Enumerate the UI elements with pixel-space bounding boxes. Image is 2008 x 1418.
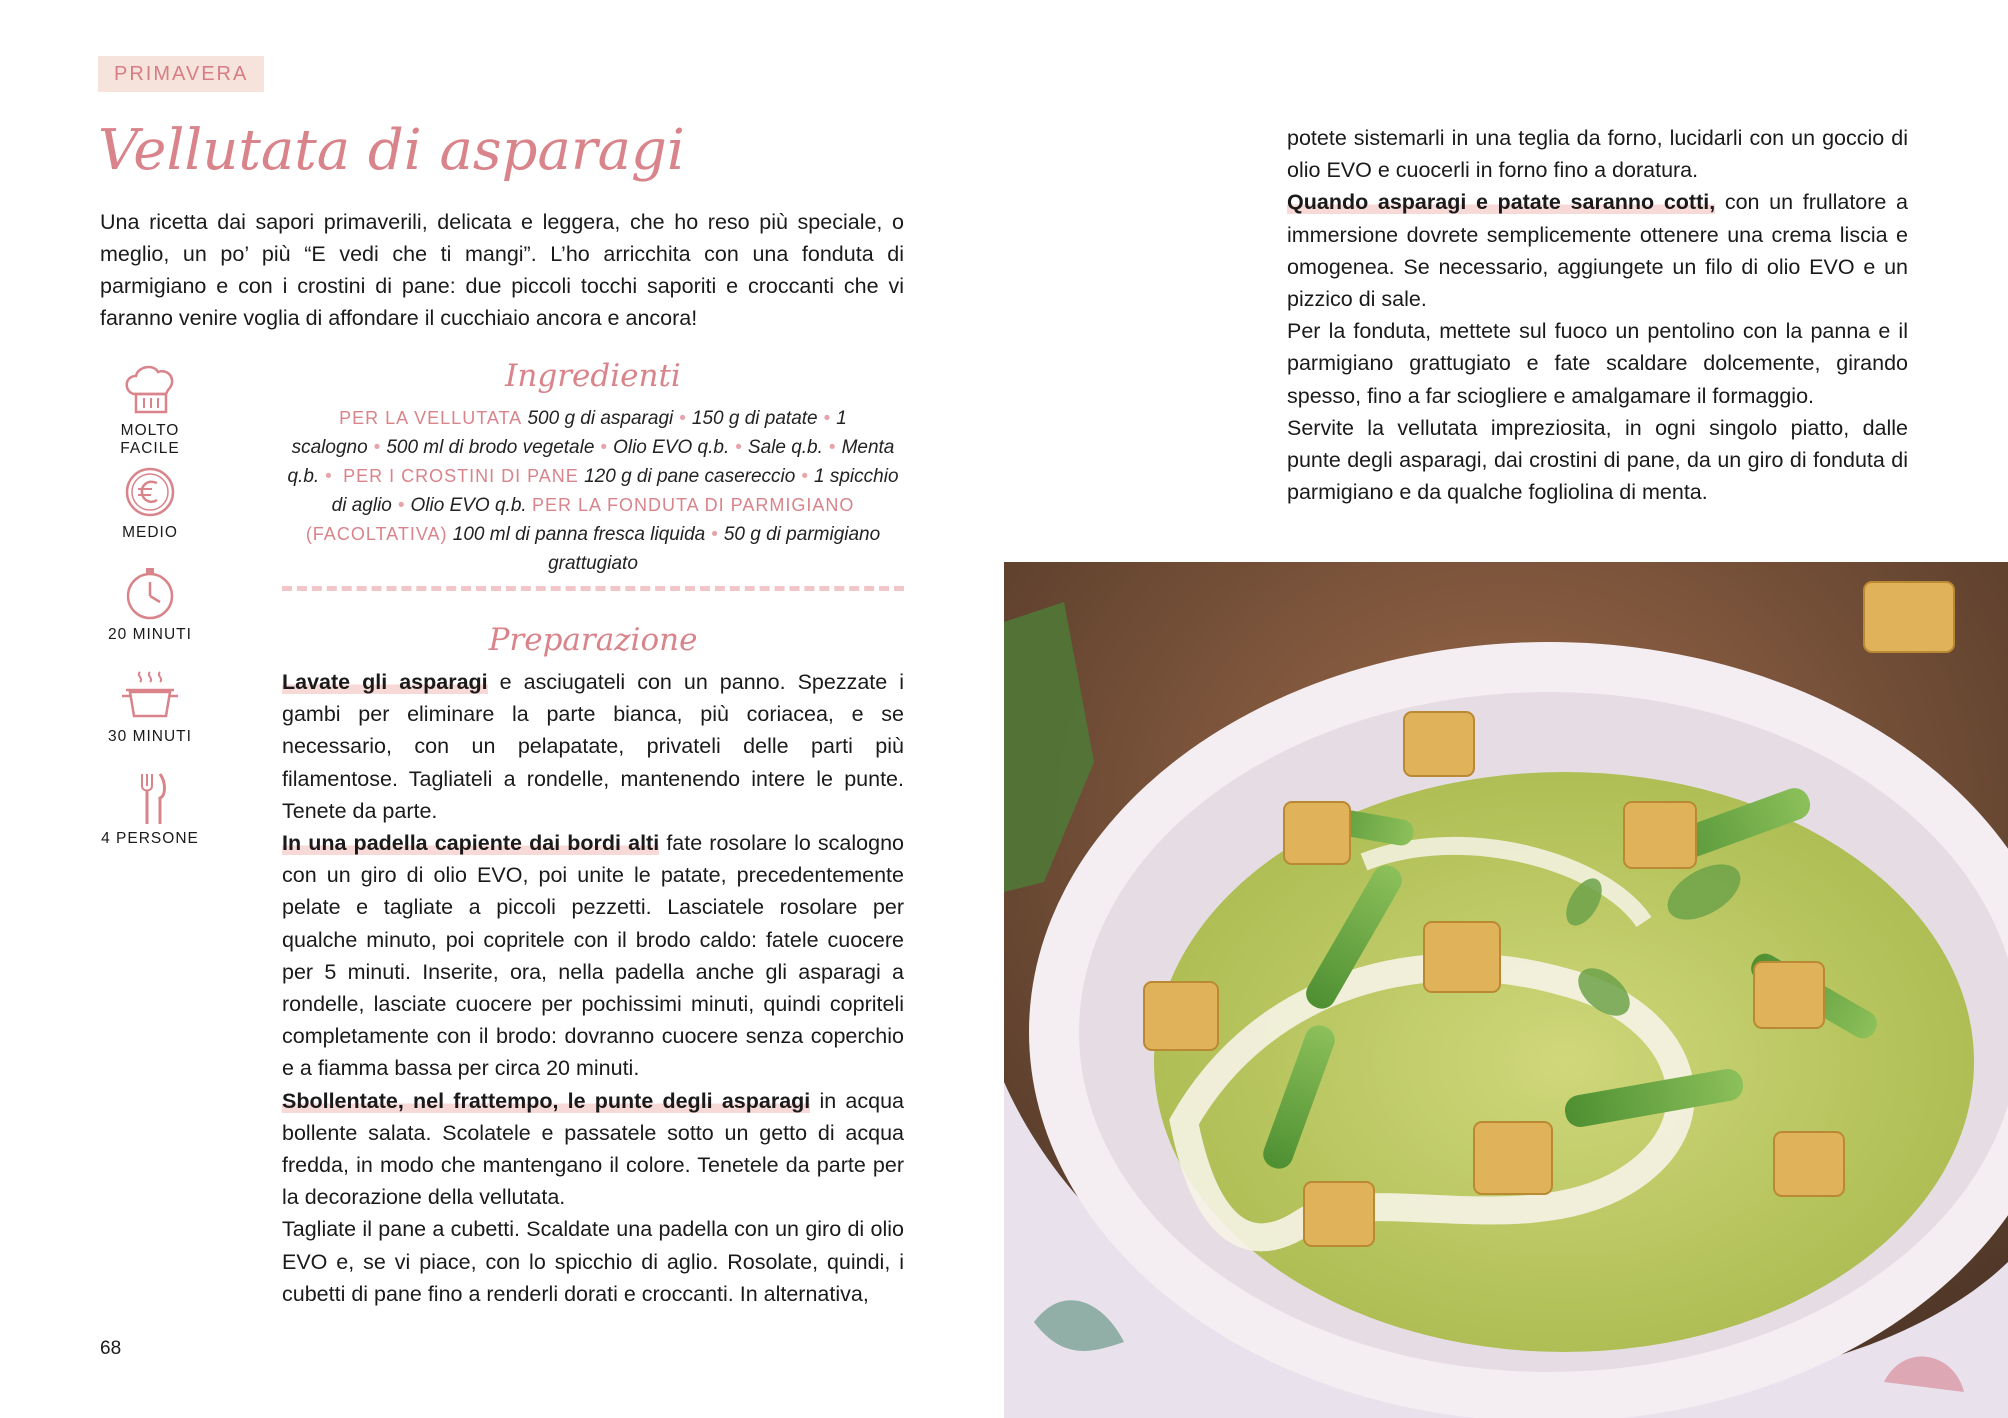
cost-label: MEDIO [122, 524, 178, 541]
preparation-paragraph [282, 666, 904, 827]
step-text: con un frullatore a immersione dovrete semplicemente ottenere una crema liscia e omogenea. Se necessario, aggiungete un filo di olio EVO e un pizzico di sale. [1287, 190, 1908, 312]
page-number: 68 [100, 1338, 122, 1359]
preparation-continued [1287, 122, 1908, 508]
step-text: e asciugateli con un panno. Spezzate i gambi per eliminare la parte bianca, più coriacea, e se necessario, con un pelapatate, privateli delle parti più filamentose. Tagliateli a rondelle, mantenendo intere le punte. Tenete da parte. [282, 670, 904, 823]
preparation-paragraph [282, 827, 904, 1085]
fork-knife-icon [120, 770, 180, 826]
cook-time-label: 30 MINUTI [108, 728, 192, 745]
bullet-dot: • [600, 437, 608, 458]
step-text: Per la fonduta, mettete sul fuoco un pentolino con la panna e il parmigiano grattugiato e fate scaldare dolcemente, girando spesso, fino a far sciogliere e amalgamare il formaggio. [1287, 319, 1908, 408]
step-lead: Quando asparagi e patate saranno cotti, [1287, 190, 1716, 215]
bullet-dot: • [828, 437, 836, 458]
ingredient-item: 150 g di patate [691, 408, 818, 429]
ingredient-item: 500 g di asparagi [527, 408, 674, 429]
ingredient-item: 100 ml di panna fresca liquida [452, 524, 706, 545]
soup-photo [1004, 562, 2008, 1418]
section-tag: PRIMAVERA [98, 56, 264, 92]
servings-label: 4 PERSONE [101, 830, 199, 847]
ingredient-item: Olio EVO q.b. [613, 437, 730, 458]
step-lead: In una padella capiente dai bordi alti [282, 831, 660, 856]
euro-coin-icon [120, 464, 180, 520]
preparation-paragraph [1287, 315, 1908, 412]
step-text: potete sistemarli in una teglia da forno, lucidarli con un goccio di olio EVO e cuocerli in forno fino a doratura. [1287, 126, 1908, 183]
bullet-dot: • [397, 495, 405, 516]
preparation-text [282, 666, 904, 1310]
difficulty-info [92, 362, 208, 464]
ingredient-item: Menta q.b. [287, 437, 895, 487]
ingredients-heading: Ingredienti [505, 358, 681, 394]
recipe-info-list [92, 362, 208, 872]
bullet-dot: • [711, 524, 718, 545]
preparation-paragraph [1287, 412, 1908, 509]
ingredient-item: 50 g di parmigiano grattugiato [548, 524, 881, 574]
prep-time-label: 20 MINUTI [108, 626, 192, 643]
prep-time-info [92, 566, 208, 668]
step-lead: Sbollentate, nel frattempo, le punte degli asparagi [282, 1088, 811, 1113]
cost-info [92, 464, 208, 566]
step-text: in acqua bollente salata. Scolatele e passatele sotto un getto di acqua fredda, in modo che mantengano il colore. Tenetele da parte per la decorazione della vellutata. [282, 1088, 904, 1210]
ingredient-item: Olio EVO q.b. [410, 495, 527, 516]
bullet-dot: • [801, 466, 809, 487]
step-text: fate rosolare lo scalogno con un giro di olio EVO, poi unite le patate, precedentemente pelate e tagliate a piccoli pezzetti. Lasciatele rosolare per qualche minuto, poi copritele con il brodo caldo: fatele cuocere per 5 minuti. Inserite, ora, nella padella anche gli asparagi a rondelle, lasciate cuocere per pochissimi minuti, quindi copriteli completamente con il brodo: dovranno cuocere senza coperchio e a fiamma bassa per circa 20 minuti. [282, 831, 904, 1081]
step-lead: Lavate gli asparagi [282, 670, 488, 694]
section-divider [282, 586, 904, 591]
preparation-paragraph [282, 1085, 904, 1214]
ingredient-item: 1 scalogno [291, 408, 847, 458]
ingredients-list [282, 404, 904, 578]
timer-icon [120, 566, 180, 622]
preparation-heading: Preparazione [488, 622, 698, 658]
bullet-dot: • [735, 437, 742, 458]
difficulty-label: MOLTO FACILE [120, 422, 180, 457]
ingredient-group-name: PER I CROSTINI DI PANE [343, 466, 579, 486]
preparation-paragraph [1287, 122, 1908, 186]
cooking-pot-icon [120, 668, 180, 724]
recipe-title: Vellutata di asparagi [98, 118, 685, 183]
ingredient-item: Sale q.b. [747, 437, 823, 458]
step-text: Tagliate il pane a cubetti. Scaldate una padella con un giro di olio EVO e, se vi piace, con lo spicchio di aglio. Rosolate, quindi, i cubetti di pane fino a renderli dorati e croccanti. In alternativa, [282, 1217, 904, 1306]
bullet-dot: • [823, 408, 831, 429]
servings-info [92, 770, 208, 872]
bullet-dot: • [679, 408, 686, 429]
ingredient-item: 120 g di pane casereccio [584, 466, 796, 487]
ingredient-item: 500 ml di brodo vegetale [386, 437, 595, 458]
bullet-dot: • [325, 466, 332, 487]
ingredient-group-name: PER LA VELLUTATA [339, 408, 523, 428]
ingredient-group-name: PER LA FONDUTA DI PARMIGIANO (FACOLTATIVA) [305, 495, 855, 544]
ingredient-item: 1 spicchio di aglio [331, 466, 899, 516]
preparation-paragraph [282, 1213, 904, 1310]
bullet-dot: • [373, 437, 381, 458]
chef-hat-icon [120, 362, 180, 418]
preparation-paragraph [1287, 186, 1908, 315]
cook-time-info [92, 668, 208, 770]
recipe-intro: Una ricetta dai sapori primaverili, delicata e leggera, che ho reso più speciale, o meglio, un po’ più “E vedi che ti mangi”. L’ho arricchita con una fonduta di parmigiano e con i crostini di pane: due piccoli tocchi saporiti e croccanti che vi faranno venire voglia di affondare il cucchiaio ancora e ancora! [100, 210, 904, 330]
step-text: Servite la vellutata impreziosita, in ogni singolo piatto, dalle punte degli asparagi, dai crostini di pane, da un giro di fonduta di parmigiano e da qualche fogliolina di menta. [1287, 415, 1908, 505]
